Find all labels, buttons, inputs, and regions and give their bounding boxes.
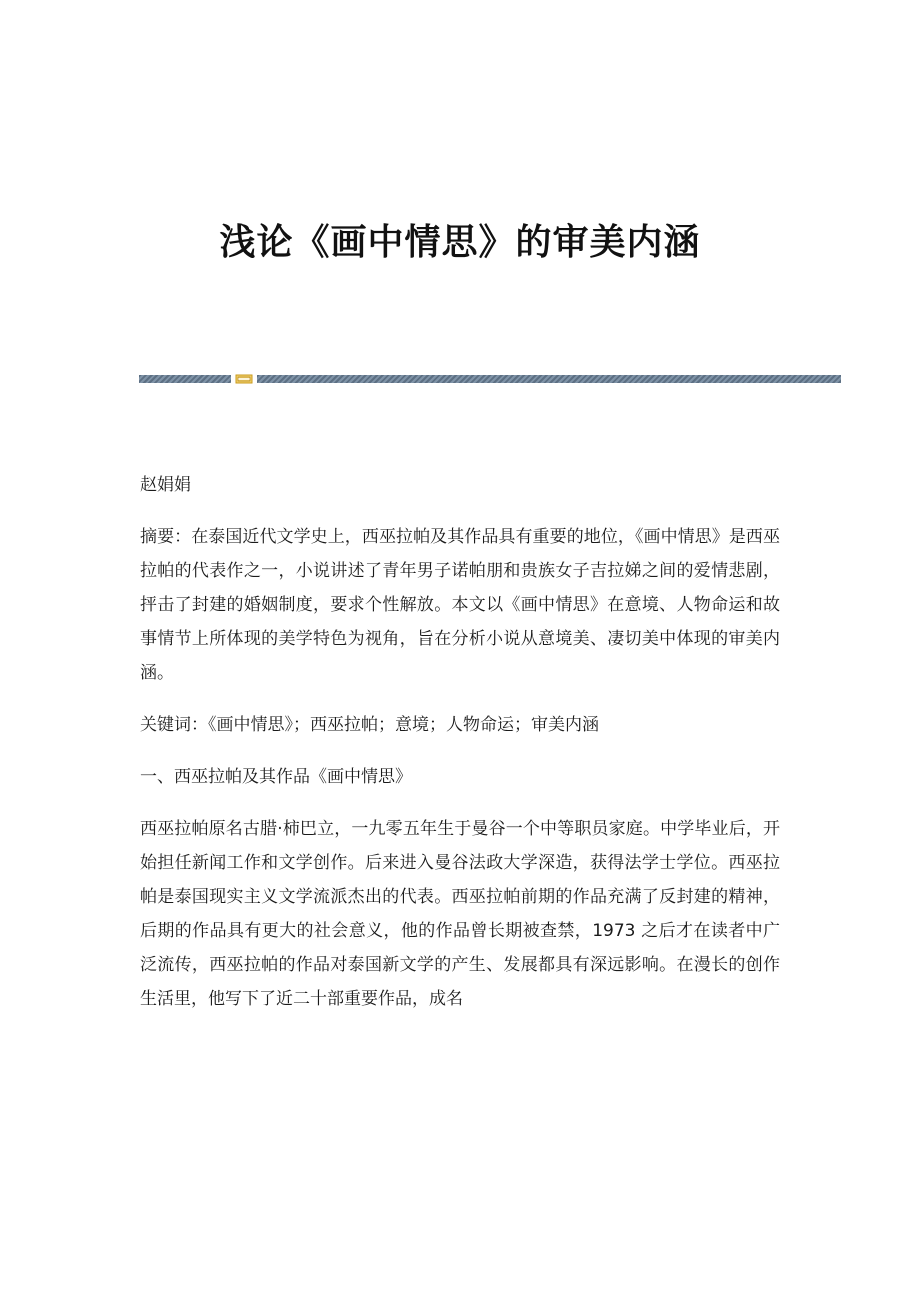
- author-name: 赵娟娟: [140, 475, 191, 495]
- abstract-paragraph: 摘要：在泰国近代文学史上，西巫拉帕及其作品具有重要的地位，《画中情思》是西巫拉帕的代表作之一，小说讲述了青年男子诺帕朋和贵族女子吉拉娣之间的爱情悲剧，抨击了封建的婚姻制度，要求个性解放。本文以《画中情思》在意境、人物命运和故事情节上所体现的美学特色为视角，旨在分析小说从意境美、凄切美中体现的审美内涵。: [140, 527, 780, 683]
- body-paragraph: 西巫拉帕原名古腊·柿巴立，一九零五年生于曼谷一个中等职员家庭。中学毕业后，开始担任新闻工作和文学创作。后来进入曼谷法政大学深造，获得法学士学位。西巫拉帕是泰国现实主义文学流派杰出的代表。西巫拉帕前期的作品充满了反封建的精神，后期的作品具有更大的社会意义，他的作品曾长期被查禁，1973 之后才在读者中广泛流传，西巫拉帕的作品对泰国新文学的产生、发展都具有深远影响。在漫长的创作生活里，他写下了近二十部重要作品，成名: [140, 819, 780, 1009]
- document-body: [140, 468, 780, 1034]
- divider-ornament-icon: [235, 374, 253, 384]
- section-heading: 一、西巫拉帕及其作品《画中情思》: [140, 767, 412, 787]
- page-title: 浅论《画中情思》的审美内涵: [219, 222, 701, 263]
- divider-bar-left: [139, 375, 231, 383]
- title-divider: [139, 374, 841, 384]
- divider-bar-right: [257, 375, 841, 383]
- keywords-line: 关键词：《画中情思》；西巫拉帕；意境；人物命运；审美内涵: [140, 715, 599, 735]
